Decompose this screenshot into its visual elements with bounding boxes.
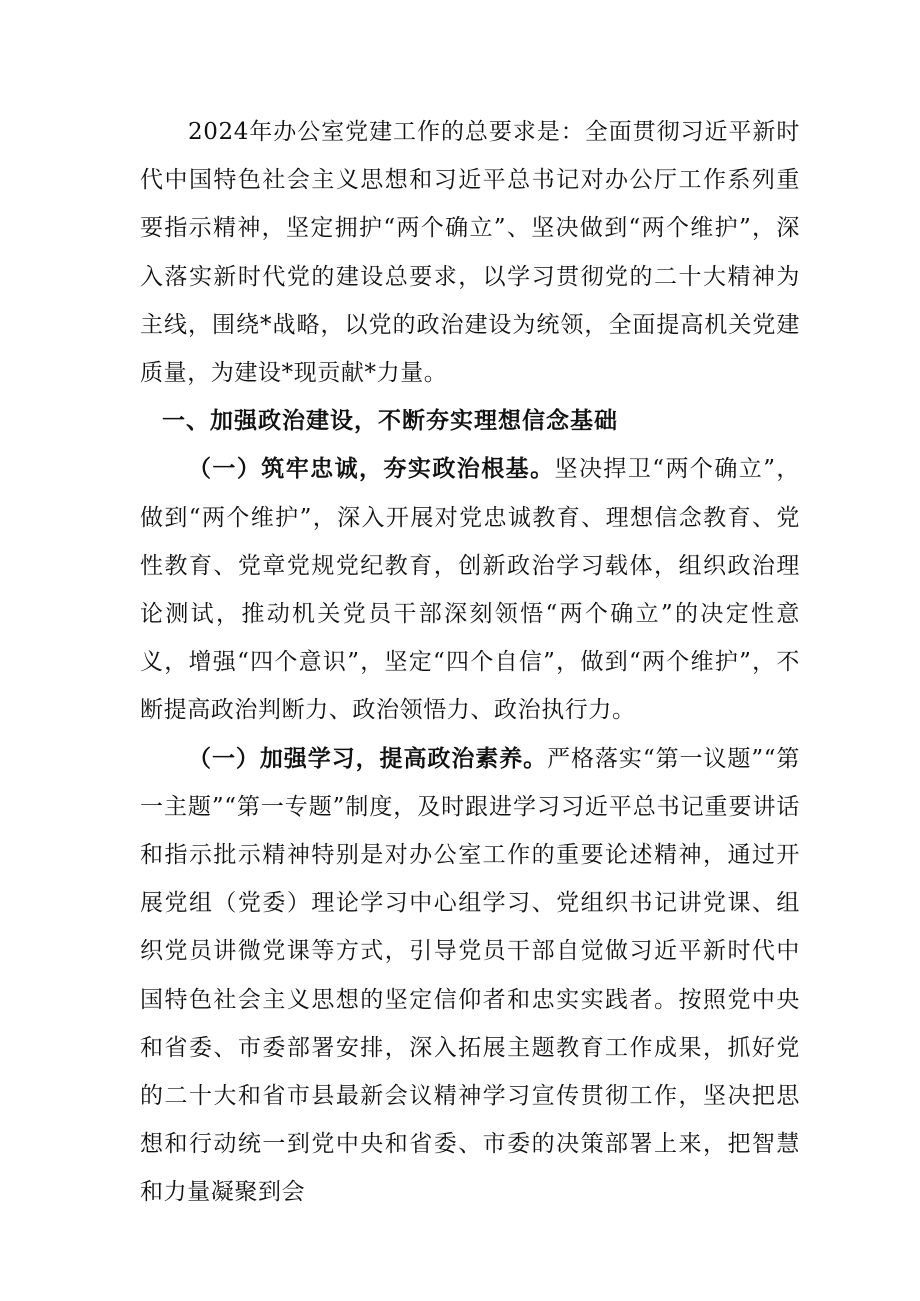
item-paragraph-1	[140, 445, 800, 734]
item-body-2: 严格落实“第一议题”“第一主题”“第一专题”制度，及时跟进学习习近平总书记重要讲话和指示批示精神特别是对办公室工作的重要论述精神，通过开展党组（党委）理论学习中心组学习、党组织书记讲党课、组织党员讲微党课等方式，引导党员干部自觉做习近平新时代中国特色社会主义思想的坚定信仰者和忠实实践者。按照党中央和省委、市委部署安排，深入拓展主题教育工作成果，抓好党的二十大和省市县最新会议精神学习宣传贯彻工作，坚决把思想和行动统一到党中央和省委、市委的决策部署上来，把智慧和力量凝聚到会	[140, 745, 800, 1206]
item-body-1: 坚决捍卫“两个确立”，做到“两个维护”，深入开展对党忠诚教育、理想信念教育、党性教育、党章党规党纪教育，创新政治学习载体，组织政治理论测试，推动机关党员干部深刻领悟“两个确立”的决定性意义，增强“四个意识”，坚定“四个自信”，做到“两个维护”，不断提高政治判断力、政治领悟力、政治执行力。	[140, 456, 800, 724]
section-heading: 一、加强政治建设，不断夯实理想信念基础	[162, 407, 618, 435]
item-lead-1: （一）筑牢忠诚，夯实政治根基。	[188, 455, 555, 483]
item-paragraph-2	[140, 735, 800, 1217]
document-page	[140, 108, 800, 1217]
intro-paragraph: 2024年办公室党建工作的总要求是：全面贯彻习近平新时代中国特色社会主义思想和习近平总书记对办公厅工作系列重要指示精神，坚定拥护“两个确立”、坚决做到“两个维护”，深入落实新时代党的建设总要求，以学习贯彻党的二十大精神为主线，围绕*战略，以党的政治建设为统领，全面提高机关党建质量，为建设*现贡献*力量。	[140, 119, 800, 387]
item-lead-2: （一）加强学习，提高政治素养。	[188, 744, 548, 772]
